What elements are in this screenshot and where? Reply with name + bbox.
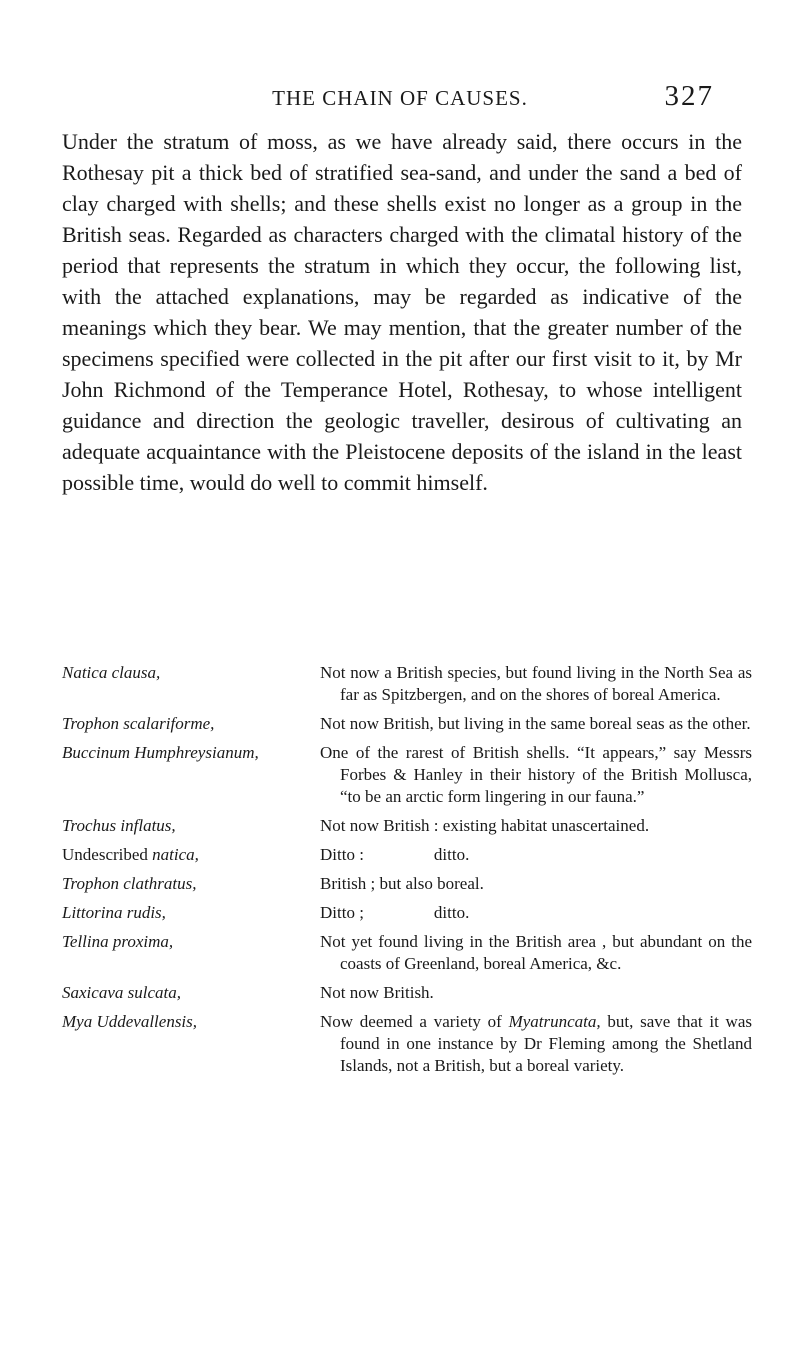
note-italic: Myatruncata, <box>508 1012 601 1031</box>
species-name: Trophon clathratus, <box>62 874 197 893</box>
list-item <box>62 1011 752 1077</box>
species-name: Natica clausa, <box>62 663 161 682</box>
list-item <box>62 982 752 1004</box>
note-text: Now deemed a variety of <box>320 1012 509 1031</box>
species-name-italic: natica, <box>152 845 199 864</box>
list-item <box>62 844 752 866</box>
ditto-right: ditto. <box>433 845 470 864</box>
species-note: British ; but also boreal. <box>320 874 484 893</box>
species-note <box>320 902 752 924</box>
species-name-plain: Undescribed <box>62 845 153 864</box>
species-name: Littorina rudis, <box>62 903 166 922</box>
species-note <box>320 1011 752 1077</box>
species-note: Not now British, but living in the same boreal seas as the other. <box>320 714 751 733</box>
species-name: Mya Uddevallensis, <box>62 1012 198 1031</box>
species-name: Trophon scalariforme, <box>62 714 215 733</box>
running-title: THE CHAIN OF CAUSES. <box>272 86 528 110</box>
species-note: Not now British : existing habitat unascertained. <box>320 816 650 835</box>
ditto-left: Ditto ; <box>320 903 364 922</box>
species-note <box>320 844 752 866</box>
list-item <box>62 815 752 837</box>
species-name: Saxicava sulcata, <box>62 983 181 1002</box>
species-name <box>62 844 320 866</box>
species-list <box>62 662 752 1077</box>
species-note: Not yet found living in the British area , but abundant on the coasts of Greenland, boreal America, &c. <box>320 932 752 973</box>
ditto-left: Ditto : <box>320 845 364 864</box>
list-item <box>62 873 752 895</box>
ditto-right: ditto. <box>433 903 470 922</box>
species-name: Buccinum Humphreysianum, <box>62 743 259 762</box>
note-text: but, save that it was found in one instance by Dr Fleming among the Shetland Islands, not a British, but a boreal variety. <box>340 1012 752 1075</box>
page-number: 327 <box>664 80 714 112</box>
list-item <box>62 713 752 735</box>
species-name: Trochus inflatus, <box>62 816 176 835</box>
species-name: Tellina proxima, <box>62 932 174 951</box>
list-item <box>62 902 752 924</box>
list-item <box>62 742 752 808</box>
species-note: Not now British. <box>320 983 434 1002</box>
list-item <box>62 931 752 975</box>
species-note: Not now a British species, but found living in the North Sea as far as Spitzbergen, and on the shores of boreal America. <box>320 663 752 704</box>
list-item <box>62 662 752 706</box>
species-note: One of the rarest of British shells. “It appears,” say Messrs Forbes & Hanley in their history of the British Mollusca, “to be an arctic form lingering in our fauna.” <box>320 743 752 806</box>
running-head <box>0 80 800 116</box>
body-paragraph: Under the stratum of moss, as we have already said, there occurs in the Rothesay pit a thick bed of stratified sea-sand, and under the sand a bed of clay charged with shells; and these shells exist no longer as a group in the British seas. Regarded as characters charged with the climatal history of the period that represents the stratum in which they occur, the following list, with the attached explanations, may be regarded as indicative of the meanings which they bear. We may mention, that the greater number of the specimens specified were collected in the pit after our first visit to it, by Mr John Richmond of the Temperance Hotel, Rothesay, to whose intelligent guidance and direction the geologic traveller, desirous of cultivating an adequate acquaintance with the Pleistocene deposits of the island in the least possible time, would do well to commit himself. <box>62 129 742 495</box>
